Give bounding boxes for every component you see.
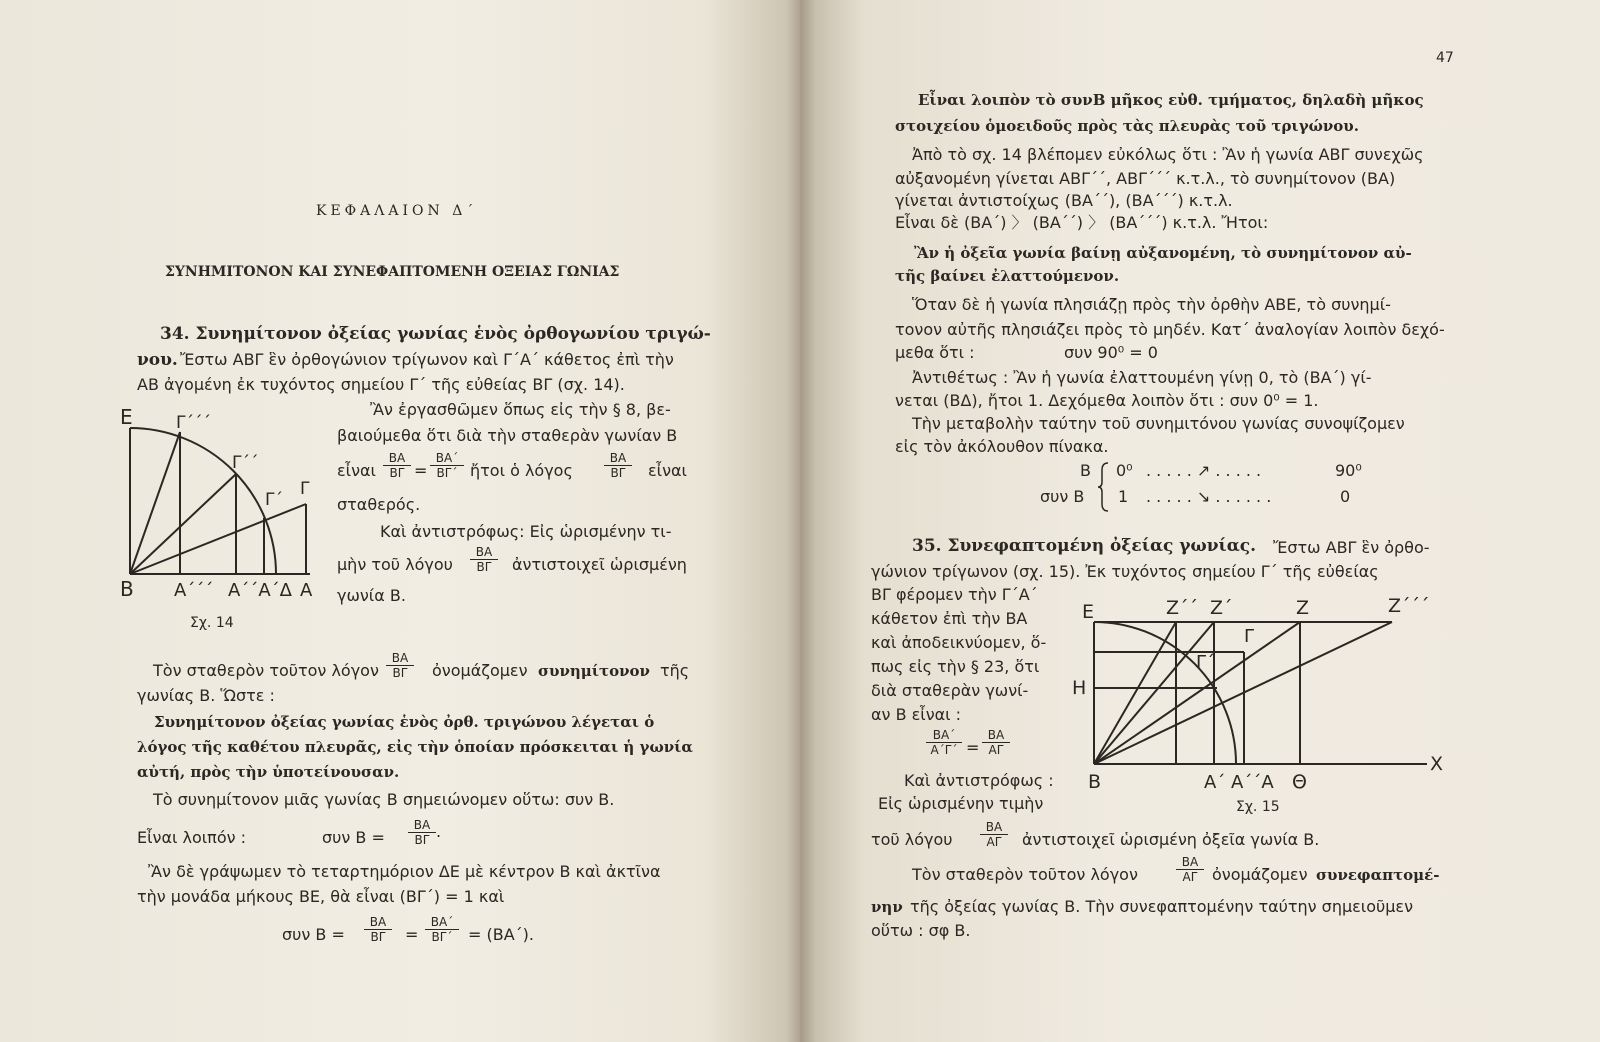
quadrant-line-2: τὴν μονάδα μήκους ΒΕ, θὰ εἶναι (ΒΓ΄) = 1 καὶ bbox=[137, 887, 505, 906]
page-number: 47 bbox=[1436, 50, 1454, 66]
fraction-ba-bg: $\frac{BA}{B\Gamma}$ bbox=[604, 451, 632, 480]
gonias-line: γωνίας Β. Ὥστε : bbox=[137, 686, 275, 705]
fraction-ba-ag: $\frac{BA}{A\Gamma}$ bbox=[982, 728, 1010, 757]
ray-bg3 bbox=[130, 432, 180, 574]
fraction-ba-bg: $\frac{BA}{B\Gamma}$ bbox=[383, 451, 411, 480]
right-line-14: Τὴν μεταβολὴν ταύτην τοῦ συνημιτόνου γωνίας συνοψίζομεν bbox=[912, 414, 1405, 433]
constant-ratio-line-a: Τὸν σταθερὸν τοῦτον λόγον bbox=[153, 661, 379, 680]
section-34-line9-b: ἀντιστοιχεῖ ὡρισμένη bbox=[512, 555, 687, 574]
right-line-4: αὐξανομένη γίνεται ΑΒΓ΄΄, ΑΒΓ΄΄΄ κ.τ.λ., τὸ συνημίτονον (ΒΑ) bbox=[895, 169, 1396, 188]
equation-period: . bbox=[436, 822, 442, 841]
fig14-label-a: Α bbox=[300, 580, 313, 601]
final-equation-a: συν Β = bbox=[282, 925, 345, 944]
right-line-12: Ἀντιθέτως : Ἂν ἡ γωνία ἐλαττουμένη γίνῃ 0, τὸ (ΒΑ΄) γί- bbox=[912, 368, 1372, 387]
figure-15-caption: Σχ. 15 bbox=[1236, 799, 1280, 815]
fraction-ba-bg: $\frac{BA}{B\Gamma}$ bbox=[364, 915, 392, 944]
fraction-ba-bg: $\frac{BA}{B\Gamma}$ bbox=[408, 818, 436, 847]
right-line-5: γίνεται ἀντιστοίχως (ΒΑ΄΄), (ΒΑ΄΄΄) κ.τ.λ. bbox=[895, 191, 1233, 210]
section-34-heading: 34. Συνημίτονον ὀξείας γωνίας ἑνὸς ὀρθογωνίου τριγώ- bbox=[160, 324, 711, 344]
constant-ratio-line-d: τῆς bbox=[660, 661, 690, 680]
theorem-line-2: τῆς βαίνει ἐλαττούμενον. bbox=[895, 267, 1120, 285]
syn-b-equation: συν Β = bbox=[322, 828, 385, 847]
table-row1-to: 90⁰ bbox=[1335, 461, 1362, 480]
right-page bbox=[800, 0, 1600, 1042]
fig14-label-g2: Γ΄΄ bbox=[232, 453, 259, 473]
chapter-number: ΚΕΦΑΛΑΙΟΝ Δ΄ bbox=[316, 203, 478, 219]
right-line-11-a: μεθα ὅτι : bbox=[895, 343, 975, 362]
section-34-line9-a: μὴν τοῦ λόγου bbox=[337, 555, 453, 574]
final-equation-b: = (ΒΑ΄). bbox=[468, 925, 534, 944]
section-34-line6-a: εἶναι bbox=[337, 461, 376, 480]
figure-14 bbox=[120, 405, 340, 608]
einai-loipon: Εἶναι λοιπόν : bbox=[137, 828, 247, 847]
notation-line: Τὸ συνημίτονον μιᾶς γωνίας Β σημειώνομεν οὕτω: συν Β. bbox=[153, 790, 615, 809]
ray-bg2 bbox=[130, 474, 236, 574]
section-34-line6-d: εἶναι bbox=[648, 461, 687, 480]
section-34-line8: Καὶ ἀντιστρόφως: Εἰς ὡρισμένην τι- bbox=[380, 522, 672, 541]
table-row1-from: 0⁰ bbox=[1116, 461, 1133, 480]
chapter-title: ΣΥΝΗΜΙΤΟΝΟΝ ΚΑΙ ΣΥΝΕΦΑΠΤΟΜΕΝΗ ΟΞΕΙΑΣ ΓΩΝΙΑΣ bbox=[165, 264, 620, 280]
fraction-ba-bg: $\frac{BA}{B\Gamma}$ bbox=[386, 651, 414, 680]
equals-sign: = bbox=[414, 461, 428, 480]
right-line-15: εἰς τὸν ἀκόλουθον πίνακα. bbox=[895, 437, 1109, 456]
section-35-line11-a: τοῦ λόγου bbox=[871, 830, 953, 849]
definition-line-1: Συνημίτονον ὀξείας γωνίας ἑνὸς ὀρθ. τριγώνου λέγεται ὁ bbox=[154, 713, 655, 731]
table-row1-label: Β bbox=[1080, 461, 1091, 480]
section-34-line6-c: ἤτοι ὁ λόγος bbox=[470, 461, 573, 480]
fraction-ba1-bg1: $\frac{BA΄}{B\Gamma΄}$ bbox=[430, 451, 464, 480]
fig15-label-e: Ε bbox=[1082, 601, 1095, 623]
right-line-2: στοιχείου ὁμοειδοῦς πρὸς τὰς πλευρὰς τοῦ τριγώνου. bbox=[895, 117, 1359, 135]
fraction-ba1-a1g1: $\frac{BA΄}{A΄\Gamma΄}$ bbox=[926, 728, 962, 757]
cotangent-term: συνεφαπτομέ- bbox=[1316, 866, 1440, 884]
fig15-label-g: Γ bbox=[1244, 626, 1255, 647]
cos-90-equation: συν 90⁰ = 0 bbox=[1064, 343, 1158, 362]
fig14-label-e: Ε bbox=[120, 405, 133, 429]
section-35-line6: πως εἰς τὴν § 23, ὅτι bbox=[871, 657, 1040, 676]
right-line-9: Ὅταν δὲ ἡ γωνία πλησιάζῃ πρὸς τὴν ὀρθὴν ΑΒΕ, τὸ συνημί- bbox=[912, 295, 1391, 314]
fig15-label-a1a2a: Α΄ Α΄΄Α bbox=[1204, 772, 1274, 793]
fig14-label-a2a1d: Α΄΄Α΄Δ bbox=[228, 580, 292, 601]
definition-line-2: λόγος τῆς καθέτου πλευρᾶς, εἰς τὴν ὁποίαν πρόσκειται ἡ γωνία bbox=[137, 738, 693, 756]
table-row2-label: συν Β bbox=[1040, 487, 1085, 506]
fig15-label-th: Θ bbox=[1292, 771, 1307, 793]
table-row2-to: 0 bbox=[1340, 487, 1351, 506]
section-35-line3: ΒΓ φέρομεν τὴν Γ΄Α΄ bbox=[871, 585, 1038, 604]
section-35-line8: αν Β εἶναι : bbox=[871, 705, 962, 724]
section-34-line10: γωνία Β. bbox=[337, 586, 406, 605]
fraction-ba-ag: $\frac{BA}{A\Gamma}$ bbox=[980, 820, 1008, 849]
section-35-heading: 35. Συνεφαπτομένη ὀξείας γωνίας. bbox=[912, 536, 1257, 556]
table-row1-arrow: . . . . . ↗ . . . . . bbox=[1146, 461, 1262, 480]
section-35-line1: Ἔστω ΑΒΓ ἓν ὀρθο- bbox=[1273, 538, 1430, 557]
definition-line-3: αὐτή, πρὸς τὴν ὑποτείνουσαν. bbox=[137, 763, 400, 781]
constant-ratio-line-b: ὀνομάζομεν bbox=[432, 661, 528, 680]
fig15-label-x: Χ bbox=[1430, 753, 1444, 775]
section-35-line4: κάθετον ἐπὶ τὴν ΒΑ bbox=[871, 609, 1028, 628]
ray-bz3 bbox=[1094, 622, 1176, 764]
section-34-line2: Ἔστω ΑΒΓ ἓν ὀρθογώνιον τρίγωνον καὶ Γ΄Α΄ κάθετος ἐπὶ τὴν bbox=[180, 350, 674, 369]
section-35-line10: Εἰς ὡρισμένην τιμὴν bbox=[878, 794, 1044, 813]
section-35-line12-b: ὀνομάζομεν bbox=[1212, 865, 1308, 884]
section-34-line5: βαιούμεθα ὅτι διὰ τὴν σταθερὰν γωνίαν Β bbox=[337, 426, 678, 445]
section-34-line3: ΑΒ ἀγομένη ἐκ τυχόντος σημείου Γ΄ τῆς εὐθείας ΒΓ (σχ. 14). bbox=[137, 375, 625, 394]
right-line-1: Εἶναι λοιπὸν τὸ συνΒ μῆκος εὐθ. τμήματος, δηλαδὴ μῆκος bbox=[918, 91, 1424, 109]
fraction-ba1-bg1: $\frac{BA΄}{B\Gamma΄}$ bbox=[425, 915, 459, 944]
section-35-line12-a: Τὸν σταθερὸν τοῦτον λόγον bbox=[912, 865, 1138, 884]
right-line-10: τονον αὐτῆς πλησιάζει πρὸς τὸ μηδέν. Κατ΄ ἀναλογίαν λοιπὸν δεχό- bbox=[895, 320, 1445, 339]
fig15-label-z3: Ζ΄΄ bbox=[1166, 597, 1199, 619]
fig15-label-z2: Ζ΄ bbox=[1210, 597, 1233, 619]
book-gutter bbox=[786, 0, 816, 1042]
right-line-6: Εἶναι δὲ (ΒΑ΄) 〉 (ΒΑ΄΄) 〉 (ΒΑ΄΄΄) κ.τ.λ. Ἤτοι: bbox=[895, 213, 1269, 232]
fig14-label-g3: Γ΄΄΄ bbox=[176, 413, 211, 433]
section-35-line9: Καὶ ἀντιστρόφως : bbox=[904, 771, 1054, 790]
section-34-line7: σταθερός. bbox=[337, 495, 421, 514]
fig15-label-b: Β bbox=[1088, 771, 1102, 793]
fraction-ba-bg: $\frac{BA}{B\Gamma}$ bbox=[470, 545, 498, 574]
final-equals: = bbox=[405, 925, 419, 944]
fig14-label-g: Γ bbox=[300, 479, 310, 499]
table-row2-arrow: . . . . . ↘ . . . . . . bbox=[1146, 487, 1272, 506]
section-35-line2: γώνιον τρίγωνον (σχ. 15). Ἐκ τυχόντος σημείου Γ΄ τῆς εὐθείας bbox=[871, 562, 1379, 581]
cotangent-term-end: νην bbox=[871, 898, 903, 916]
ray-bg1 bbox=[130, 504, 306, 574]
section-35-line13: τῆς ὀξείας γωνίας Β. Τὴν συνεφαπτομένην ταύτην σημειοῦμεν bbox=[910, 897, 1414, 916]
quadrant-line-1: Ἂν δὲ γράψωμεν τὸ τεταρτημόριον ΔΕ μὲ κέντρον Β καὶ ἀκτῖνα bbox=[148, 862, 661, 881]
fraction-ba-ag: $\frac{BA}{A\Gamma}$ bbox=[1176, 855, 1204, 884]
right-line-3: Ἀπὸ τὸ σχ. 14 βλέπομεν εὐκόλως ὅτι : Ἂν ἡ γωνία ΑΒΓ συνεχῶς bbox=[912, 145, 1424, 164]
fig15-label-h: Η bbox=[1072, 677, 1087, 699]
theorem-line-1: Ἂν ἡ ὀξεῖα γωνία βαίνῃ αὐξανομένη, τὸ συνημίτονον αὐ- bbox=[914, 244, 1412, 262]
fig15-label-z: Ζ bbox=[1296, 597, 1310, 619]
figure-14-caption: Σχ. 14 bbox=[190, 615, 234, 631]
section-35-equals: = bbox=[966, 738, 980, 757]
section-35-line7: διὰ σταθερὰν γωνί- bbox=[871, 681, 1029, 700]
table-brace bbox=[1098, 462, 1110, 512]
fig14-label-a3: Α΄΄΄ bbox=[174, 580, 214, 601]
section-34-heading-end: νου. bbox=[137, 350, 178, 370]
fig15-label-z4: Ζ΄΄΄ bbox=[1388, 595, 1430, 617]
fig14-label-g1: Γ΄ bbox=[265, 490, 283, 510]
table-row2-from: 1 bbox=[1118, 487, 1129, 506]
fig15-label-g1: Γ΄ bbox=[1196, 652, 1216, 673]
section-35-line11-b: ἀντιστοιχεῖ ὡρισμένη ὀξεῖα γωνία Β. bbox=[1022, 830, 1320, 849]
right-line-13: νεται (ΒΔ), ἤτοι 1. Δεχόμεθα λοιπὸν ὅτι : συν 0⁰ = 1. bbox=[895, 391, 1319, 410]
fig14-label-b: Β bbox=[120, 577, 134, 601]
section-35-line14: οὕτω : σφ Β. bbox=[871, 921, 971, 940]
section-35-line5: καὶ ἀποδεικνύομεν, ὅ- bbox=[871, 633, 1047, 652]
constant-ratio-term: συνημίτονον bbox=[538, 662, 650, 680]
figure-15 bbox=[1072, 595, 1462, 798]
section-34-line4: Ἂν ἐργασθῶμεν ὅπως εἰς τὴν § 8, βε- bbox=[370, 400, 671, 419]
